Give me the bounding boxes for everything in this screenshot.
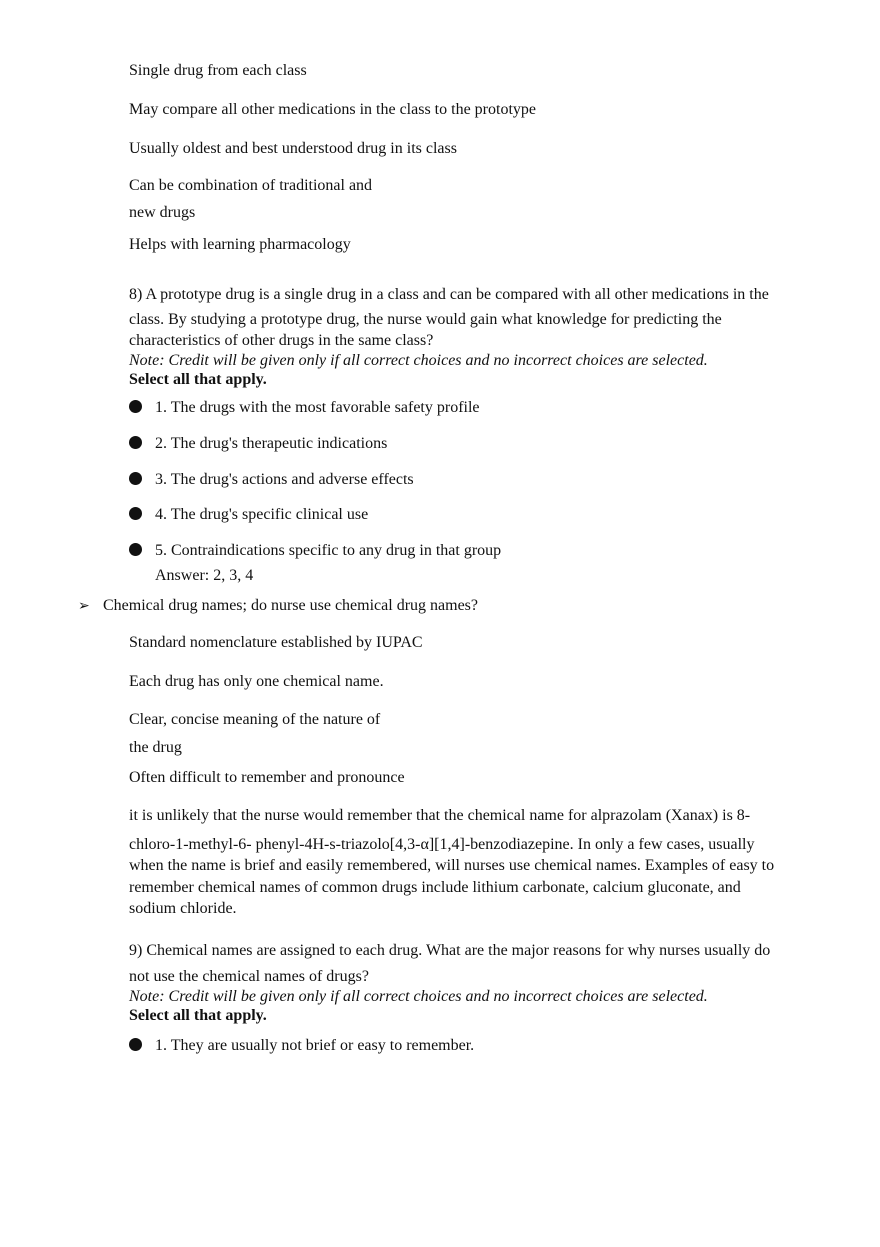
explanation-text: chloro-1-methyl-6- phenyl-4H-s-triazolo[4,3-α][1,4]-benzodiazepine. In only a few cases, usually	[129, 836, 755, 853]
bullet-icon	[129, 1038, 142, 1051]
note-line: the drug	[129, 739, 182, 756]
note-line: Usually oldest and best understood drug in its class	[129, 140, 457, 157]
question-8-option	[129, 398, 480, 418]
question-9-note: Note: Credit will be given only if all correct choices and no incorrect choices are selected.	[129, 988, 708, 1005]
question-8-option	[129, 505, 368, 525]
question-8-text: characteristics of other drugs in the same class?	[129, 332, 434, 349]
option-text: 2. The drug's therapeutic indications	[155, 435, 388, 452]
explanation-text: remember chemical names of common drugs include lithium carbonate, calcium gluconate, and	[129, 879, 741, 896]
section-heading	[78, 596, 478, 617]
question-8-answer: Answer: 2, 3, 4	[155, 567, 254, 584]
explanation-text: it is unlikely that the nurse would remember that the chemical name for alprazolam (Xanax) is 8-	[129, 807, 751, 824]
question-8-option	[129, 434, 387, 454]
question-8-instruction: Select all that apply.	[129, 371, 267, 388]
option-text: 1. The drugs with the most favorable safety profile	[155, 399, 480, 416]
note-line: Each drug has only one chemical name.	[129, 673, 384, 690]
question-8-option	[129, 541, 501, 561]
explanation-text: when the name is brief and easily remembered, will nurses use chemical names. Examples of easy to	[129, 857, 775, 874]
note-line: new drugs	[129, 204, 196, 221]
bullet-icon	[129, 543, 142, 556]
bullet-icon	[129, 400, 142, 413]
note-line: Standard nomenclature established by IUPAC	[129, 634, 423, 651]
note-line: Often difficult to remember and pronounce	[129, 769, 405, 786]
section-heading-text: Chemical drug names; do nurse use chemical drug names?	[103, 597, 478, 614]
question-9-instruction: Select all that apply.	[129, 1007, 267, 1024]
option-text: 4. The drug's specific clinical use	[155, 506, 369, 523]
bullet-icon	[129, 436, 142, 449]
option-text: 1. They are usually not brief or easy to remember.	[155, 1037, 475, 1054]
arrow-bullet-icon: ➢	[78, 599, 90, 614]
question-9-text: not use the chemical names of drugs?	[129, 968, 369, 985]
bullet-icon	[129, 472, 142, 485]
question-8-note: Note: Credit will be given only if all correct choices and no incorrect choices are selected.	[129, 352, 708, 369]
note-line: Helps with learning pharmacology	[129, 236, 351, 253]
note-line: Single drug from each class	[129, 62, 307, 79]
note-line: May compare all other medications in the class to the prototype	[129, 101, 536, 118]
bullet-icon	[129, 507, 142, 520]
question-9-text: 9) Chemical names are assigned to each drug. What are the major reasons for why nurses usually do	[129, 942, 771, 959]
question-8-text: 8) A prototype drug is a single drug in a class and can be compared with all other medications in the	[129, 286, 769, 303]
question-8-text: class. By studying a prototype drug, the nurse would gain what knowledge for predicting the	[129, 311, 722, 328]
note-line: Can be combination of traditional and	[129, 177, 373, 194]
option-text: 3. The drug's actions and adverse effects	[155, 471, 414, 488]
explanation-text: sodium chloride.	[129, 900, 237, 917]
option-text: 5. Contraindications specific to any drug in that group	[155, 542, 502, 559]
note-line: Clear, concise meaning of the nature of	[129, 711, 381, 728]
question-9-option	[129, 1036, 474, 1056]
question-8-option	[129, 470, 414, 490]
